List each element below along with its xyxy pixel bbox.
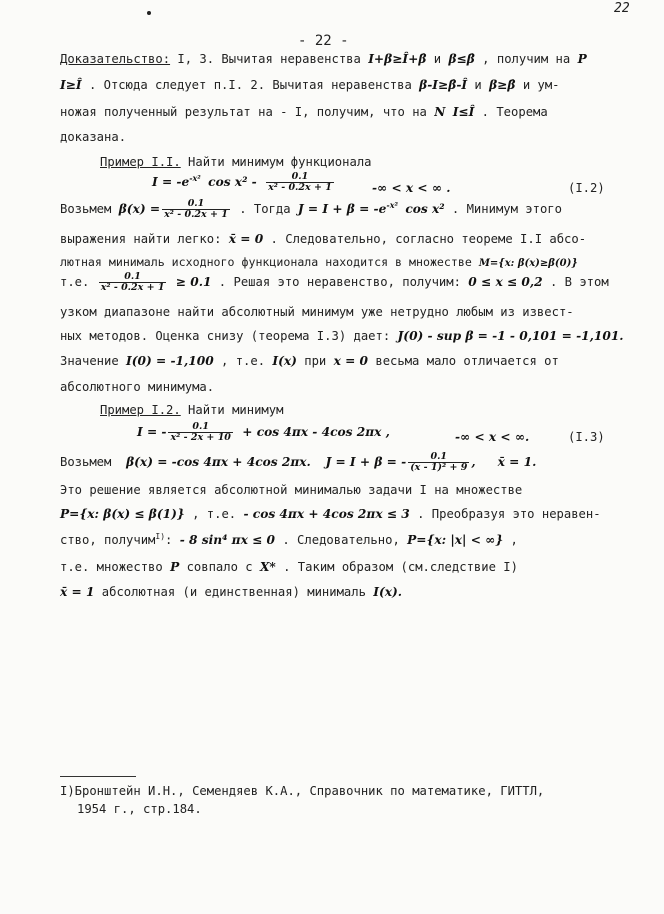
proof-line-2: I≥Î . Отсюда следует п.I. 2. Вычитая неравенства β-I≥β̂-Î и β≥β̂ и ум- [60, 78, 560, 92]
inequality-fraction: $\frac{0.1}{\text{x² - 0.2x + 1}}$ [100, 271, 165, 293]
formula-1-2-range: -∞ < x < ∞ . [372, 181, 451, 195]
page-number: - 22 - [298, 33, 349, 49]
example-2-line-7: x̄ = 1 абсолютная (и единственная) минималь I(x). [60, 585, 403, 599]
formula-1-3-range: -∞ < x < ∞. [455, 430, 530, 444]
proof-line-4: доказана. [60, 130, 127, 144]
formula-1-3-number: (I.3) [568, 430, 605, 444]
formula-1-2-number: (I.2) [568, 181, 605, 195]
footnote-rule [60, 776, 136, 777]
formula-1-2: $I = -e^{-x^2}$ cos x² - $\frac{0.1}{\text{x² - 0.2x + 1}}$ [152, 171, 332, 193]
scan-speck [147, 11, 151, 15]
formula-1-3-fraction: $\frac{0.1}{\text{x² - 2x + 10}}$ [170, 421, 231, 443]
proof-label: Доказательство: [60, 52, 171, 66]
beta-fraction: $\frac{0.1}{\text{x² - 0.2x + 1}}$ [164, 198, 228, 220]
example-2-line-4: P={x: β(x) ≤ β(1)} , т.е. - cos 4πx + 4cos 2πx ≤ 3 . Преобразуя это неравен- [60, 507, 601, 521]
example-2-line-2: Возьмем β(x) = -cos 4πx + 4cos 2πx. J = I + β = - $\frac{0.1}{\text{(x - 1)² + 9}}$ , x̄ = 1. [60, 451, 537, 473]
example-1-line-7: узком диапазоне найти абсолютный минимум уже нетрудно любым из извест- [60, 305, 574, 319]
example-1-line-9: Значение I(0) = -1,100 , т.е. I(x) при x = 0 весьма мало отличается от [60, 354, 559, 368]
proof-line-3: ножая полученный результат на - I, получим, что на N I≤Î . Теорема [60, 105, 548, 119]
formula-1-2-fraction: $\frac{0.1}{\text{x² - 0.2x + 1}}$ [268, 171, 332, 193]
example-1-line-8: ных методов. Оценка снизу (теорема I.3) дает: J(0) - sup β = -1 - 0,101 = -1,101. [60, 329, 624, 343]
footnote-line-2: 1954 г., стр.184. [77, 802, 202, 816]
example-2-line-3: Это решение является абсолютной минималью задачи I на множестве [60, 483, 523, 497]
proof-line-1: Доказательство: I, 3. Вычитая неравенства I+β≥Î+β̂ и β≤β̂ , получим на P [60, 52, 587, 66]
footnote-line-1: I)Бронштейн И.Н., Семендяев К.А., Справочник по математике, ГИТТЛ, [60, 784, 545, 798]
example-1-line-4: выражения найти легко: x̄ = 0 . Следовательно, согласно теореме I.I абсо- [60, 232, 587, 246]
example-1-line-10: абсолютного минимума. [60, 380, 215, 394]
formula-1-3: I = - $\frac{0.1}{\text{x² - 2x + 10}}$ + cos 4πx - 4cos 2πx , [137, 421, 390, 443]
example-2-label: Пример I.2. [100, 403, 181, 417]
example-1-line-3: Возьмем β(x) = $\frac{0.1}{\text{x² - 0.2x + 1}}$ . Тогда $J = I + \beta = -e^{-x^2}$ cos x² . Минимум этого [60, 198, 562, 220]
example-1-label: Пример I.I. [100, 155, 181, 169]
example-1-line-5: лютная минималь исходного функционала находится в множестве M={x: β(x)≥β(0)} [60, 255, 578, 269]
example-1-heading: Пример I.I. Найти минимум функционала [100, 155, 372, 169]
example-2-line-6: т.е. множество P совпало с X* . Таким образом (см.следствие I) [60, 560, 518, 574]
j-fraction: $\frac{0.1}{\text{(x - 1)² + 9}}$ [410, 451, 468, 473]
example-2-line-5: ство, получим$^{I)}$: - 8 sin⁴ πx ≤ 0 . Следовательно, P={x: |x| < ∞} , [60, 532, 518, 548]
example-1-line-6: т.е. $\frac{0.1}{\text{x² - 0.2x + 1}}$ ≥ 0.1 . Решая это неравенство, получим: 0 ≤ x ≤ 0,2 . В этом [60, 271, 609, 293]
example-2-heading: Пример I.2. Найти минимум [100, 403, 284, 417]
corner-page-number: 22 [614, 1, 630, 16]
